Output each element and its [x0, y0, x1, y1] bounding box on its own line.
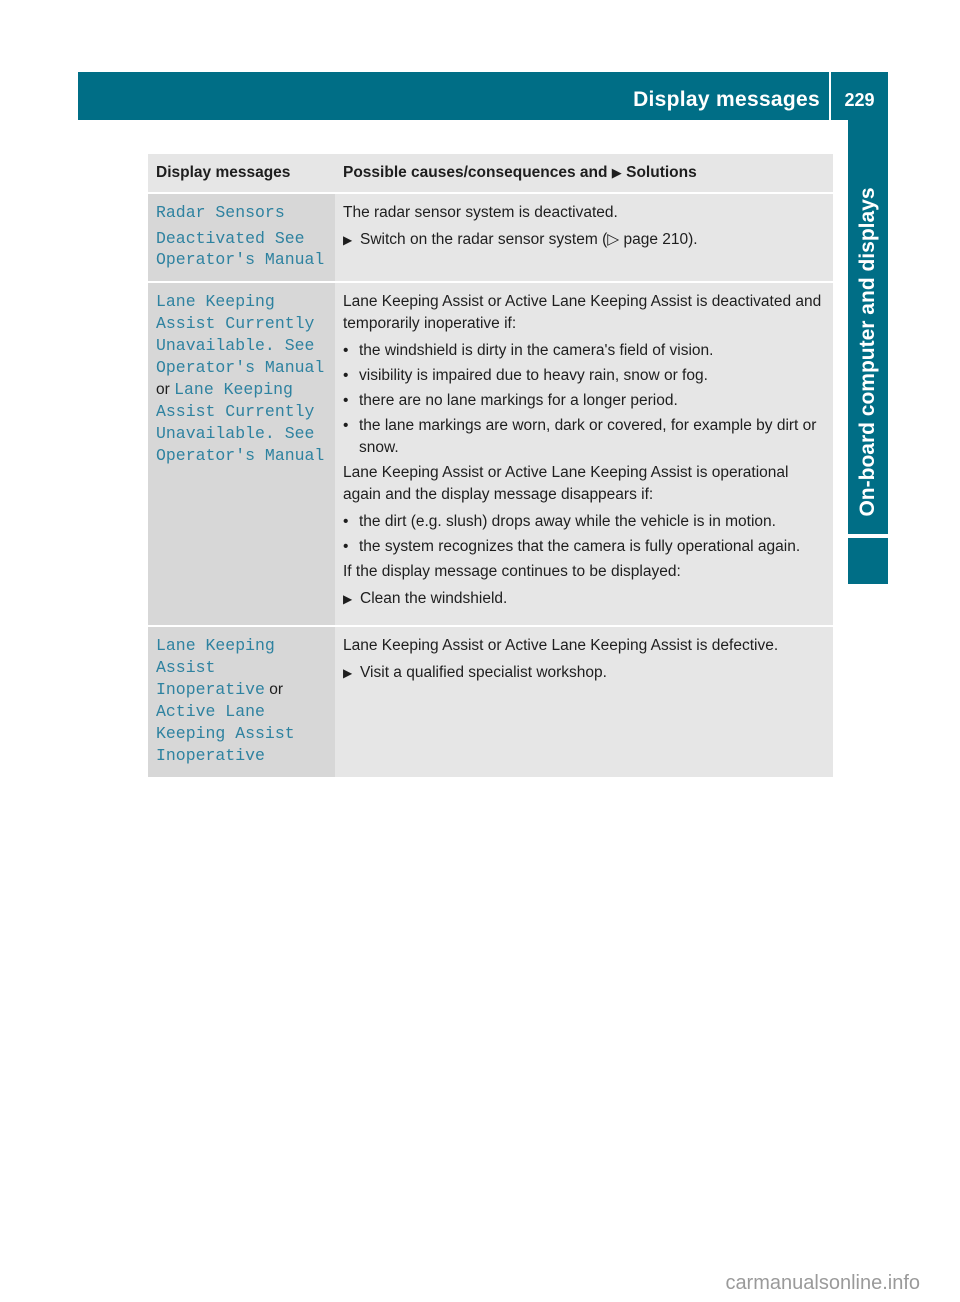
column-header-solutions — [335, 154, 833, 193]
side-tab-label: On-board computer and displays — [856, 187, 879, 517]
side-tab — [848, 120, 888, 584]
message-cell — [148, 626, 335, 778]
action-arrow-icon: ▶ — [343, 591, 353, 606]
solution-cell — [335, 193, 833, 282]
cause-text: The radar sensor system is deactivated. — [343, 204, 618, 221]
action-text: Clean the windshield. — [360, 589, 508, 607]
action-step — [343, 229, 825, 251]
side-tab-marker — [848, 538, 888, 584]
table-row — [148, 282, 833, 626]
table-header-row — [148, 154, 833, 193]
or-connector: or — [156, 380, 170, 398]
display-message: Deactivated See Operator's Manual — [156, 228, 325, 269]
column-header-causes: Possible causes/consequences and — [343, 164, 608, 181]
column-header-messages: Display messages — [148, 154, 335, 193]
list-item: • the system recognizes that the camera is fully operational again. — [343, 537, 801, 555]
list-item: • the dirt (e.g. slush) drops away while the vehicle is in motion. — [343, 512, 776, 530]
arrow-icon: ▶ — [611, 165, 622, 180]
action-step — [343, 588, 825, 610]
action-step — [343, 662, 825, 684]
list-item: • the windshield is dirty in the camera's field of vision. — [343, 341, 714, 359]
or-connector: or — [269, 680, 284, 698]
column-header-solutions-label: Solutions — [626, 164, 697, 181]
display-message: Lane Keeping Assist Currently Unavailable. See Operator's Manual — [156, 291, 325, 377]
page-header — [78, 72, 888, 120]
solution-cell — [335, 282, 833, 626]
list-item: • there are no lane markings for a longer period. — [343, 391, 678, 409]
display-message: Lane Keeping Assist Inoperative — [156, 635, 275, 699]
list-item: • the lane markings are worn, dark or covered, for example by dirt or snow. — [343, 416, 817, 456]
cause-text: If the display message continues to be displayed: — [343, 562, 681, 580]
watermark: carmanualsonline.info — [725, 1272, 920, 1294]
solution-cell — [335, 626, 833, 778]
message-cell — [148, 193, 335, 282]
display-message: Lane Keeping Assist Currently Unavailable. See Operator's Manual — [156, 379, 325, 465]
action-text: Visit a qualified specialist workshop. — [360, 663, 607, 681]
action-arrow-icon: ▶ — [343, 233, 353, 247]
cause-text: Lane Keeping Assist or Active Lane Keeping Assist is operational again and the display message disappears if: — [343, 463, 789, 503]
cause-text: Lane Keeping Assist or Active Lane Keeping Assist is defective. — [343, 636, 779, 654]
cause-text: Lane Keeping Assist or Active Lane Keeping Assist is deactivated and temporarily inoperative if: — [343, 292, 822, 332]
page-number: 229 — [844, 90, 875, 110]
section-title: Display messages — [633, 88, 820, 111]
display-message: Radar Sensors — [156, 203, 285, 222]
display-messages-table — [148, 154, 833, 779]
table-row — [148, 193, 833, 282]
display-message: Active Lane Keeping Assist Inoperative — [156, 701, 295, 765]
table-row — [148, 626, 833, 778]
list-item: • visibility is impaired due to heavy rain, snow or fog. — [343, 366, 708, 384]
action-arrow-icon: ▶ — [343, 665, 353, 680]
action-text: Switch on the radar sensor system (▷ page 210). — [360, 231, 698, 248]
message-cell — [148, 282, 335, 626]
